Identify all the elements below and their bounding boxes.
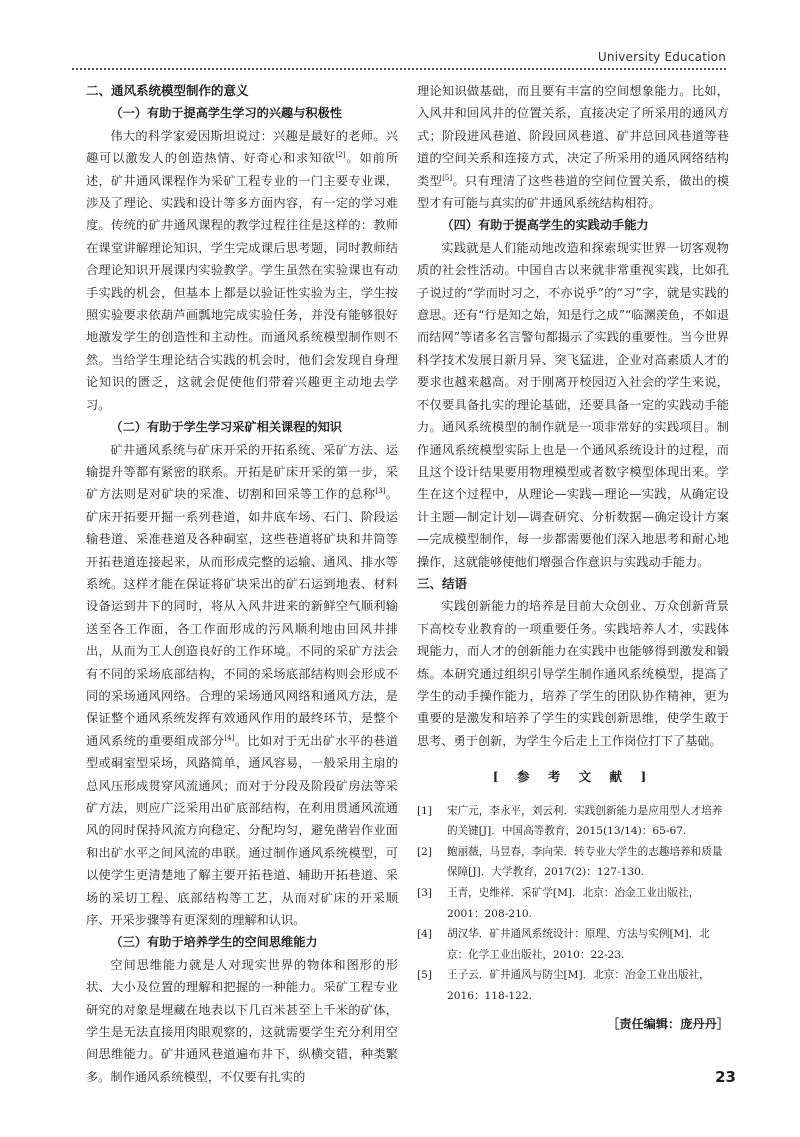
subsection-1-title: （一）有助于提高学生学习的兴趣与积极性 — [110, 106, 342, 121]
header-dotted-rule — [72, 68, 726, 70]
responsible-editor: ［责任编辑：庞丹丹］ — [607, 1016, 729, 1031]
reference-item: [4] 胡汉华．矿井通风系统设计：原理、方法与实例[M]．北京：化学工业出版社，2010：22-23. — [417, 928, 710, 961]
subsection-3-paragraph: 空间思维能力就是人对现实世界的物体和图形的形状、大小及位置的理解和把握的一种能力。采矿工程专业研究的对象是埋藏在地表以下几百米甚至上千米的矿体，学生是无法直接用肉眼观察的，这就需要学生充分利用空间思维能力。矿井通风巷道遍布井下，纵横交错，种类繁多。制作通风系统模型，不仅要有扎实的 — [86, 957, 398, 1084]
reference-item: [1] 宋广元，李永平，刘云利．实践创新能力是应用型人才培养的关键[J]．中国高等教育，2015(13/14)：65-67. — [417, 804, 723, 838]
reference-item: [2] 鲍丽薇，马昱春，李向荣．转专业大学生的志趣培养和质量保障[J]．大学教育，2017(2)：127-130. — [417, 845, 723, 879]
subsection-4-title: （四）有助于提高学生的实践动手能力 — [441, 218, 649, 233]
citation-4: [4] — [224, 733, 235, 742]
continued-paragraph: 理论知识做基础，而且要有丰富的空间想象能力。比如，入风井和回风井的位置关系，直接决定了所采用的通风方式；阶段进风巷道、阶段回风巷道、矿井总回风巷道等巷道的空间关系和连接方式，决定了所采用的通风网络结构类型[5]。只有理清了这些巷道的空间位置关系，做出的模型才有可能与真实的矿井通风系统结构相符。 — [417, 84, 730, 211]
citation-5: [5] — [442, 173, 453, 182]
reference-item: [3] 王青，史维祥．采矿学[M]．北京：冶金工业出版社，2001：208-210. — [417, 886, 700, 920]
subsection-3-title: （三）有助于培养学生的空间思维能力 — [110, 935, 318, 950]
conclusion-paragraph: 实践创新能力的培养是目前大众创业、万众创新背景下高校专业教育的一项重要任务。实践培养人才，实践体现能力，而人才的创新能力在实践中也能够得到激发和锻炼。本研究通过组织引导学生制作通风系统模型，提高了学生的动手操作能力，培养了学生的团队协作精神，更为重要的是激发和培养了学生的实践创新思维，使学生敢于思考、勇于创新，为学生今后走上工作岗位打下了基础。 — [417, 599, 729, 748]
subsection-4-paragraph: 实践就是人们能动地改造和探索现实世界一切客观物质的社会性活动。中国自古以来就非常重视实践，比如孔子说过的“学而时习之，不亦说乎”的“习”字，就是实践的意思。还有“行是知之始，知是行之成”“临渊羡鱼，不如退而结网”等诸多名言警句都揭示了实践的重要性。当今世界科学技术发展日新月异、突飞猛进，企业对高素质人才的要求也越来越高。对于刚离开校园迈入社会的学生来说，不仅要具备扎实的理论基础，还要具备一定的实践动手能力。通风系统模型的制作就是一项非常好的实践项目。制作通风系统模型实际上也是一个通风系统设计的过程，而且这个设计结果要用物理模型或者数字模型体现出来。学生在这个过程中，从理论—实践—理论—实践，从确定设计主题—制定计划—调查研究、分析数据—确定设计方案—完成模型制作，每一步都需要他们深入地思考和耐心地操作，这就能够使他们增强合作意识与实践动手能力。 — [417, 240, 729, 569]
subsection-2-title: （二）有助于学生学习采矿相关课程的知识 — [110, 420, 342, 435]
section-2-title: 二、通风系统模型制作的意义 — [86, 83, 249, 98]
reference-item: [5] 王子云．矿井通风与防尘[M]．北京：冶金工业出版社，2016：118-122. — [417, 969, 710, 1002]
right-column — [417, 80, 729, 1035]
citation-3: [3] — [375, 487, 386, 496]
left-column — [86, 80, 398, 1088]
references-title: [ 参 考 文 献 ] — [492, 769, 654, 785]
page-number: 23 — [715, 1068, 736, 1086]
running-head: University Education — [597, 50, 726, 64]
reference-list — [417, 801, 729, 1007]
citation-2: [2] — [335, 151, 346, 160]
subsection-1-paragraph: 伟大的科学家爱因斯坦说过：兴趣是最好的老师。兴趣可以激发人的创造热情、好奇心和求知欲[2]。如前所述，矿井通风课程作为采矿工程专业的一门主要专业课，涉及了理论、实践和设计等多方面内容，有一定的学习难度。传统的矿井通风课程的教学过程往往是这样的：教师在课堂讲解理论知识，学生完成课后思考题，同时教师结合理论知识开展课内实验教学。学生虽然在实验课也有动手实践的机会，但基本上都是以验证性实验为主，学生按照实验要求依葫芦画瓢地完成实验任务，并没有能够很好地激发学生的创造性和主动性。而通风系统模型制作则不然。当给学生理论结合实践的机会时，他们会发现自身理论知识的匮乏，这就会促使他们带着兴趣更主动地去学习。 — [86, 128, 399, 412]
subsection-2-paragraph: 矿井通风系统与矿床开采的开拓系统、采矿方法、运输提升等都有紧密的联系。开拓是矿床开采的第一步，采矿方法则是对矿块的采准、切割和回采等工作的总称[3]。矿床开拓要开掘一系列巷道，如井底车场、石门、阶段运输巷道、采准巷道及各种硐室，这些巷道将矿块和井筒等开拓巷道连接起来，从而形成完整的运输、通风、排水等系统。这样才能在保证将矿块采出的矿石运到地表、材料设备运到井下的同时，将从入风井进来的新鲜空气顺利输送至各工作面，各工作面形成的污风顺利地由回风井排出，从而为工人创造良好的工作环境。不同的采矿方法会有不同的采场底部结构，不同的采场底部结构则会形成不同的采场通风网络。合理的采场通风网络和通风方法，是保证整个通风系统发挥有效通风作用的最终环节，是整个通风系统的重要组成部分[4]。比如对于无出矿水平的巷道型或硐室型采场，风路简单，通风容易，一般采用主扇的总风压形成贯穿风流通风；而对于分段及阶段矿房法等采矿方法，则应广泛采用出矿底部结构，在利用贯通风流通风的同时保持风流方向稳定、分配均匀，避免凿岩作业面和出矿水平之间风流的串联。通过制作通风系统模型，可以使学生更清楚地了解主要开拓巷道、辅助开拓巷道、采场的采切工程、底部结构等工艺，从而对矿床的开采顺序、开采步骤等有更深刻的理解和认识。 — [86, 442, 399, 928]
section-3-title: 三、结语 — [417, 575, 468, 591]
